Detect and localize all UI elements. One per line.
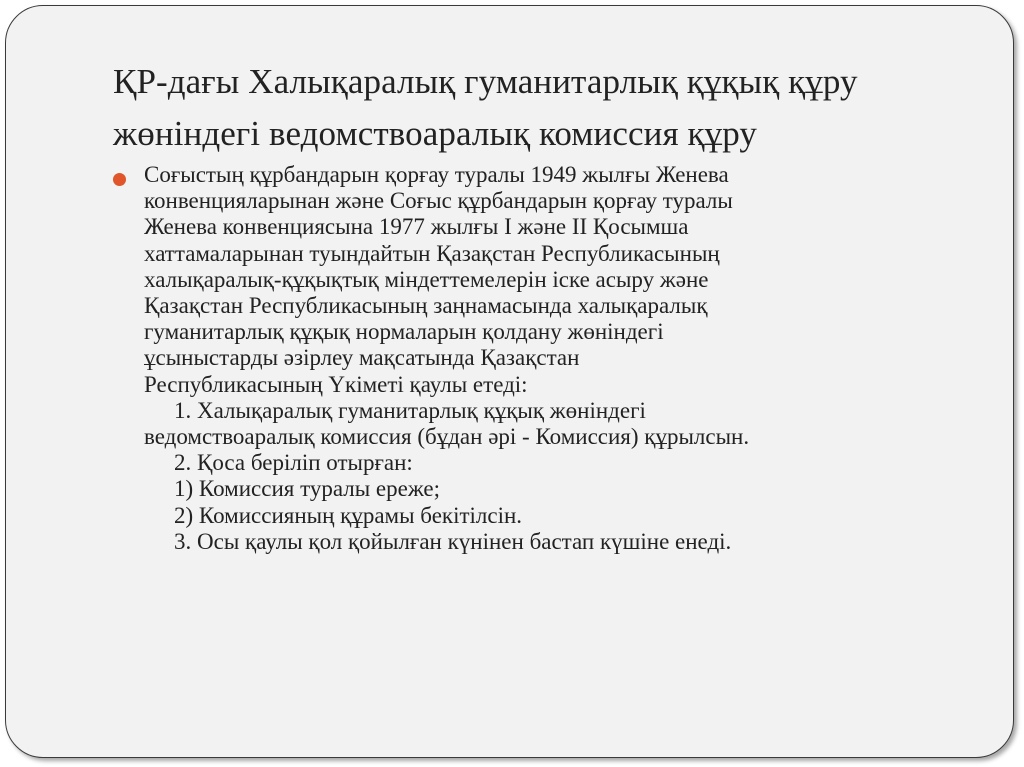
body-line-10: 1. Халықаралық гуманитарлық құқық жөніндегі: [174, 397, 646, 423]
body-line-15: 3. Осы қаулы қол қойылған күнінен бастап күшіне енеді.: [174, 528, 732, 554]
body-line-4: хаттамаларынан туындайтын Қазақстан Республикасының: [144, 240, 720, 266]
body-line-2: конвенцияларынан және Соғыс құрбандарын қорғау туралы: [144, 188, 733, 214]
body-line-6: Қазақстан Республикасының заңнамасында халықаралық: [144, 293, 708, 319]
body-line-11: ведомствоаралық комиссия (бұдан әрі - Комиссия) құрылсын.: [144, 424, 750, 450]
body-line-9: Республикасының Үкіметі қаулы етеді:: [144, 371, 528, 397]
body-line-13: 1) Комиссия туралы ереже;: [174, 476, 441, 502]
slide-title: [113, 56, 983, 160]
body-line-14: 2) Комиссияның құрамы бекітілсін.: [174, 502, 523, 528]
body-line-1: Соғыстың құрбандарын қорғау туралы 1949 жылғы Женева: [144, 162, 729, 187]
body-line-3: Женева конвенциясына 1977 жылғы І және ІІ Қосымша: [144, 214, 689, 240]
bullet-icon: [113, 173, 126, 186]
body-line-8: ұсыныстарды әзірлеу мақсатында Қазақстан: [144, 345, 580, 371]
slide-body-text: [144, 162, 974, 555]
body-line-7: гуманитарлық құқық нормаларын қолдану жөніндегі: [144, 319, 664, 345]
slide-title-line-1: ҚР-дағы Халықаралық гуманитарлық құқық құру: [113, 62, 858, 101]
slide-title-line-2: жөніндегі ведомствоаралық комиссия құру: [113, 114, 757, 153]
body-line-12: 2. Қоса беріліп отырған:: [174, 450, 413, 476]
body-line-5: халықаралық-құқықтық міндеттемелерін іске асыру және: [144, 266, 709, 292]
